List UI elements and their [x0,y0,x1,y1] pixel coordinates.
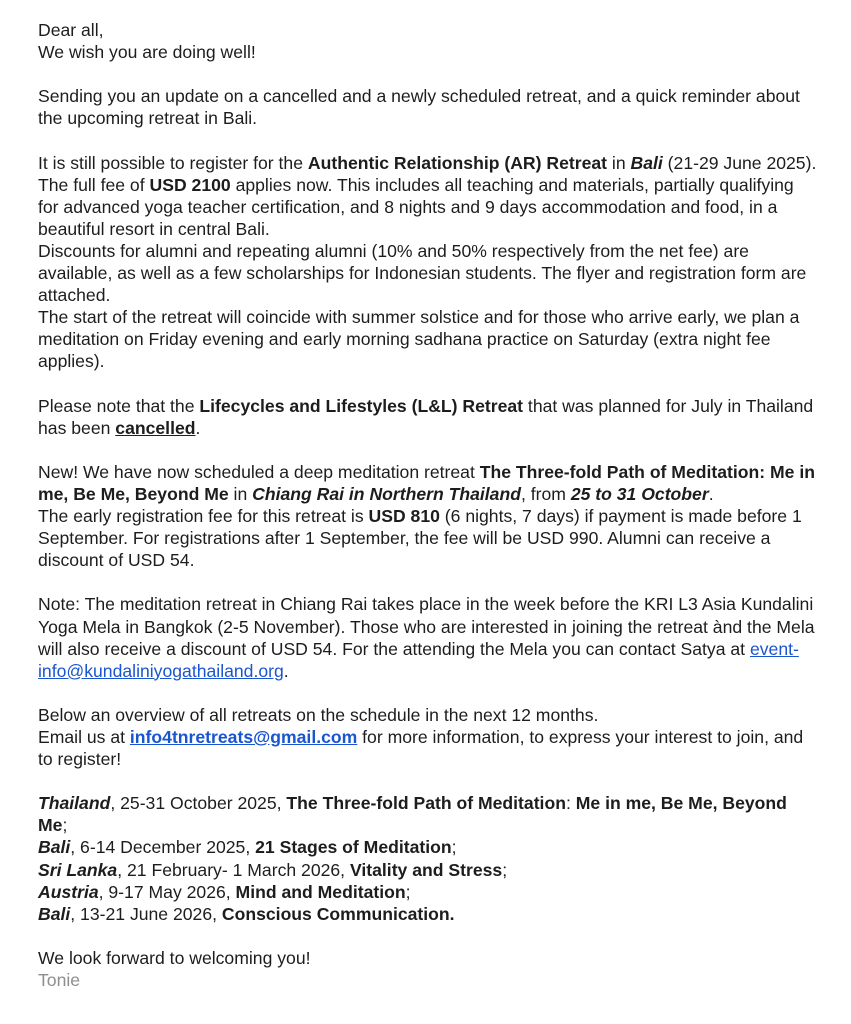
text: ; [62,815,68,836]
text: : [565,793,576,814]
event-info-email-link[interactable]: event-info@kundaliniyogathailand.org [38,638,799,681]
text: , from [520,483,571,504]
intro-paragraph: Sending you an update on a cancelled and a newly scheduled retreat, and a quick reminder about the upcoming retreat in Bali. [38,86,800,129]
text: ; [405,881,411,902]
schedule-title: The Three-fold Path of Meditation [286,793,566,814]
ar-retreat-place: Bali [630,152,663,173]
text: . [195,417,201,438]
schedule-dates: , 25-31 October 2025, [110,793,287,814]
text: . [283,660,289,681]
schedule-subtitle: Me in me, Be Me, Beyond Me [38,793,787,836]
schedule-list [38,792,818,925]
new-retreat-fee: USD 810 [368,506,440,527]
schedule-dates: , 6-14 December 2025, [70,837,256,858]
text: applies now. This includes all teaching and materials, partially qualifying for advanced yoga teacher certification, and 8 nights and 9 days accommodation and food, in a beautiful resort in central Bali. [38,174,794,239]
text: . [708,483,714,504]
ar-retreat-paragraph [38,152,818,373]
text: New! We have now scheduled a deep meditation retreat [38,461,480,482]
closing [38,947,818,991]
text: that was planned for July in Thailand has been [38,395,814,438]
schedule-item [38,904,455,924]
note-paragraph [38,593,818,681]
schedule-place: Austria [38,881,99,902]
ar-discounts: Discounts for alumni and repeating alumni (10% and 50% respectively from the net fee) are available, as well as a few scholarships for Indonesian students. The flyer and registration form are attached. [38,240,807,306]
ar-retreat-fee: USD 2100 [149,174,231,195]
schedule-item [38,793,787,835]
schedule-dates: , 13-21 June 2026, [70,903,222,924]
ar-solstice: The start of the retreat will coincide with summer solstice and for those who arrive early, we plan a meditation on Friday evening and early morning sadhana practice on Saturday (extra night fee applies). [38,307,800,372]
salutation: Dear all, [38,20,104,40]
schedule-item [38,837,457,857]
closing-text: We look forward to welcoming you! [38,947,311,968]
well-wish: We wish you are doing well! [38,42,256,63]
text: The early registration fee for this retreat is [38,506,369,527]
new-retreat-paragraph [38,461,818,571]
info-email-link[interactable]: info4tnretreats@gmail.com [129,727,358,747]
email-body [38,19,818,991]
schedule-title: Conscious Communication. [221,903,455,924]
new-retreat-place: Chiang Rai in Northern Thailand [252,483,521,504]
text: (21-29 June 2025). The full fee of [38,152,817,195]
ll-retreat-paragraph [38,395,818,439]
overview-paragraph [38,704,818,770]
text: in [228,483,253,504]
signature: Tonie [38,970,81,991]
schedule-title: Vitality and Stress [349,859,503,880]
schedule-place: Thailand [38,793,111,814]
text: ; [502,859,508,880]
text: for more information, to express your interest to join, and to register! [38,727,804,770]
schedule-place: Bali [38,837,71,858]
text: (6 nights, 7 days) if payment is made before 1 September. For registrations after 1 September, the fee will be USD 990. Alumni can receive a discount of USD 54. [38,506,802,571]
ar-retreat-name: Authentic Relationship (AR) Retreat [307,152,608,173]
new-retreat-name: The Three-fold Path of Meditation: Me in me, Be Me, Beyond Me [38,461,815,504]
schedule-item [38,882,411,902]
cancelled-status: cancelled [115,417,196,438]
schedule-place: Bali [38,903,71,924]
schedule-title: Mind and Meditation [235,881,406,902]
schedule-place: Sri Lanka [38,859,118,880]
new-retreat-dates: 25 to 31 October [570,483,709,504]
schedule-item [38,860,507,880]
schedule-title: 21 Stages of Meditation [255,837,452,858]
text: Below an overview of all retreats on the schedule in the next 12 months. [38,704,599,725]
ll-retreat-name: Lifecycles and Lifestyles (L&L) Retreat [199,395,524,416]
text: Please note that the [38,395,200,416]
text: ; [451,837,457,858]
text: in [607,152,631,173]
schedule-dates: , 21 February- 1 March 2026, [117,859,350,880]
greeting [38,19,818,63]
text: It is still possible to register for the [38,152,308,173]
text: Email us at [38,727,130,747]
text: Note: The meditation retreat in Chiang Rai takes place in the week before the KRI L3 Asia Kundalini Yoga Mela in Bangkok (2-5 November). Those who are interested in joining the retreat ànd the Mela will also receive a discount of USD 54. For the attending the Mela you can contact Satya at [38,594,815,659]
schedule-dates: , 9-17 May 2026, [98,881,236,902]
